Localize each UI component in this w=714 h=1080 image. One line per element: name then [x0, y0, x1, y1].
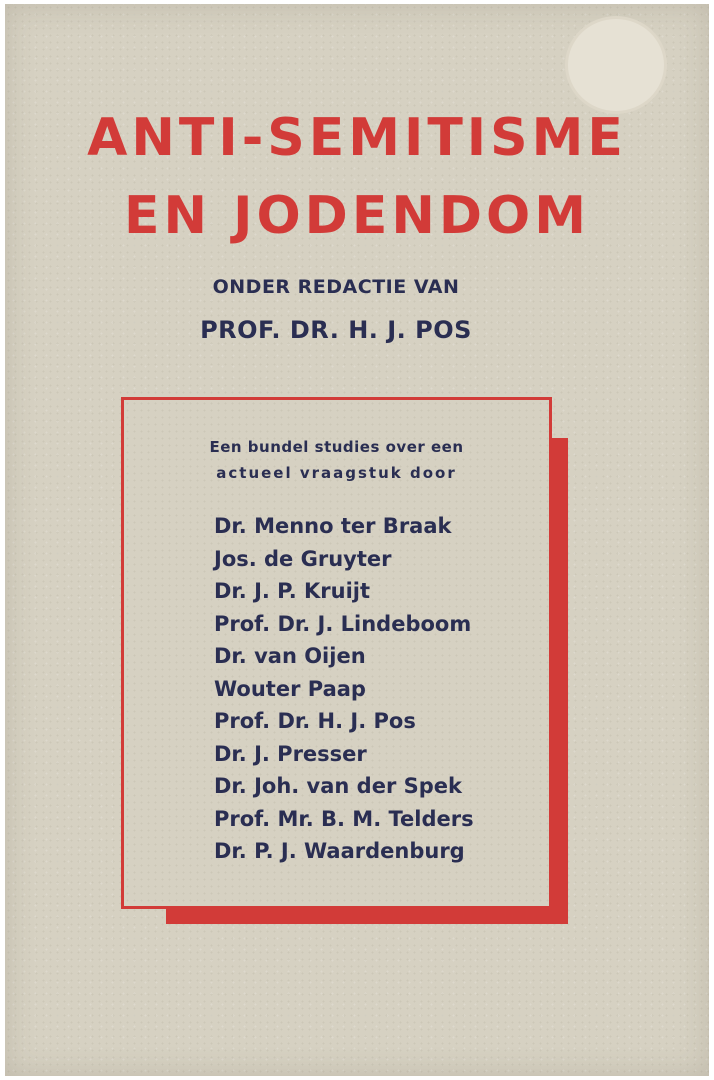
author-item: Prof. Dr. J. Lindeboom — [214, 611, 472, 636]
author-item: Dr. J. Presser — [214, 741, 367, 766]
contributors-frame — [121, 397, 552, 909]
author-item: Prof. Dr. H. J. Pos — [214, 709, 416, 733]
title-line-2: EN JODENDOM — [123, 186, 591, 246]
author-item: Dr. van Oijen — [214, 644, 366, 668]
intro-line-1: Een bundel studies over een — [209, 438, 464, 456]
editor-name: PROF. DR. H. J. POS — [200, 316, 472, 344]
author-item: Jos. de Gruyter — [214, 546, 392, 571]
paper-sticker — [568, 19, 664, 111]
title-line-1: ANTI-SEMITISME — [87, 108, 627, 168]
author-item: Dr. J. P. Kruijt — [214, 579, 371, 603]
author-item: Dr. P. J. Waardenburg — [214, 839, 465, 863]
author-list — [214, 510, 474, 868]
author-item: Prof. Mr. B. M. Telders — [214, 806, 474, 831]
editor-label: ONDER REDACTIE VAN — [212, 276, 460, 298]
author-item: Dr. Menno ter Braak — [214, 514, 452, 538]
author-item: Wouter Paap — [214, 676, 366, 701]
author-item: Dr. Joh. van der Spek — [214, 774, 462, 798]
intro-line-2: actueel vraagstuk door — [216, 464, 457, 482]
